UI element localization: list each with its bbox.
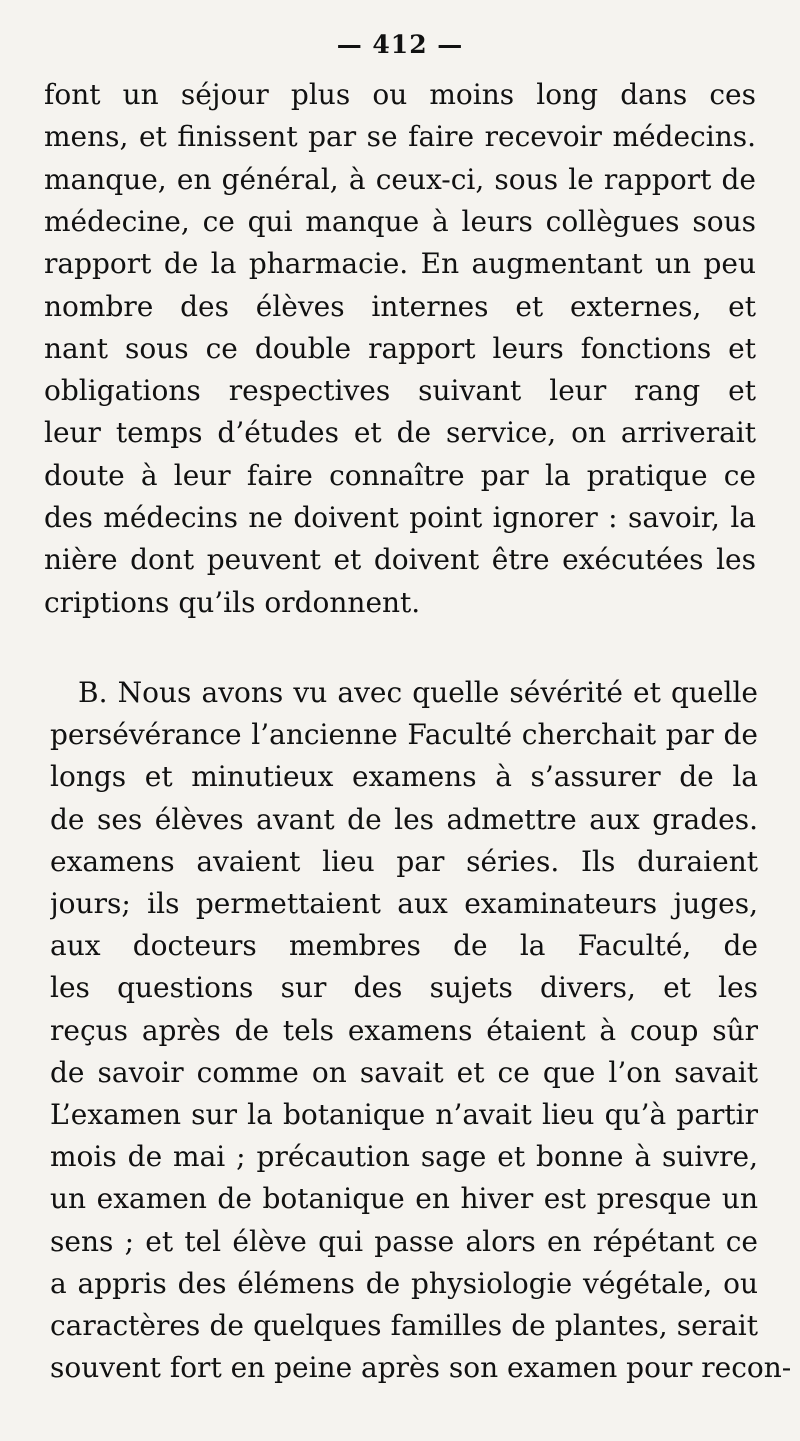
text-line: doute à leur faire connaître par la pratique ce: [44, 458, 756, 492]
text-line: de ses élèves avant de les admettre aux grades.: [50, 802, 758, 836]
text-line: caractères de quelques familles de plantes, serait: [50, 1309, 758, 1342]
text-line: font un séjour plus ou moins long dans ces: [44, 78, 756, 111]
text-line: persévérance l’ancienne Faculté cherchait par de: [50, 718, 758, 752]
text-line: rapport de la pharmacie. En augmentant un peu: [44, 247, 756, 281]
text-line: reçus après de tels examens étaient à coup sûr: [50, 1013, 758, 1047]
page-number: — 412 —: [336, 30, 464, 59]
text-line: de savoir comme on savait et ce que l’on savait: [50, 1055, 758, 1089]
text-line: mens, et finissent par se faire recevoir médecins.: [44, 120, 756, 154]
text-line: a appris des élémens de physiologie végétale, ou: [50, 1266, 758, 1300]
text-line: longs et minutieux examens à s’assurer de la: [50, 760, 758, 794]
text-line: sens ; et tel élève qui passe alors en répétant ce: [50, 1224, 758, 1258]
text-line: B. Nous avons vu avec quelle sévérité et quelle: [78, 676, 758, 709]
text-line: leur temps d’études et de service, on arriverait: [44, 416, 756, 450]
text-line: mois de mai ; précaution sage et bonne à suivre,: [50, 1140, 758, 1174]
text-line: criptions qu’ils ordonnent.: [44, 585, 421, 619]
text-line: aux docteurs membres de la Faculté, de: [50, 929, 758, 963]
text-line: nombre des élèves internes et externes, et: [44, 289, 756, 323]
text-line: un examen de botanique en hiver est presque un: [50, 1182, 758, 1216]
text-line: médecine, ce qui manque à leurs collègues sous: [44, 204, 756, 238]
text-line: des médecins ne doivent point ignorer : savoir, la: [44, 501, 756, 534]
text-line: nière dont peuvent et doivent être exécutées les: [44, 543, 756, 577]
text-line: examens avaient lieu par séries. Ils duraient: [50, 844, 758, 878]
text-line: les questions sur des sujets divers, et les: [50, 971, 758, 1005]
text-line: manque, en général, à ceux-ci, sous le rapport de: [44, 162, 756, 196]
text-line: obligations respectives suivant leur rang et: [44, 374, 756, 408]
text-line: L’examen sur la botanique n’avait lieu qu’à partir: [50, 1098, 758, 1131]
text-line: souvent fort en peine après son examen pour recon-: [50, 1351, 792, 1385]
text-line: nant sous ce double rapport leurs fonctions et: [44, 331, 756, 365]
text-line: jours; ils permettaient aux examinateurs juges,: [50, 887, 758, 920]
